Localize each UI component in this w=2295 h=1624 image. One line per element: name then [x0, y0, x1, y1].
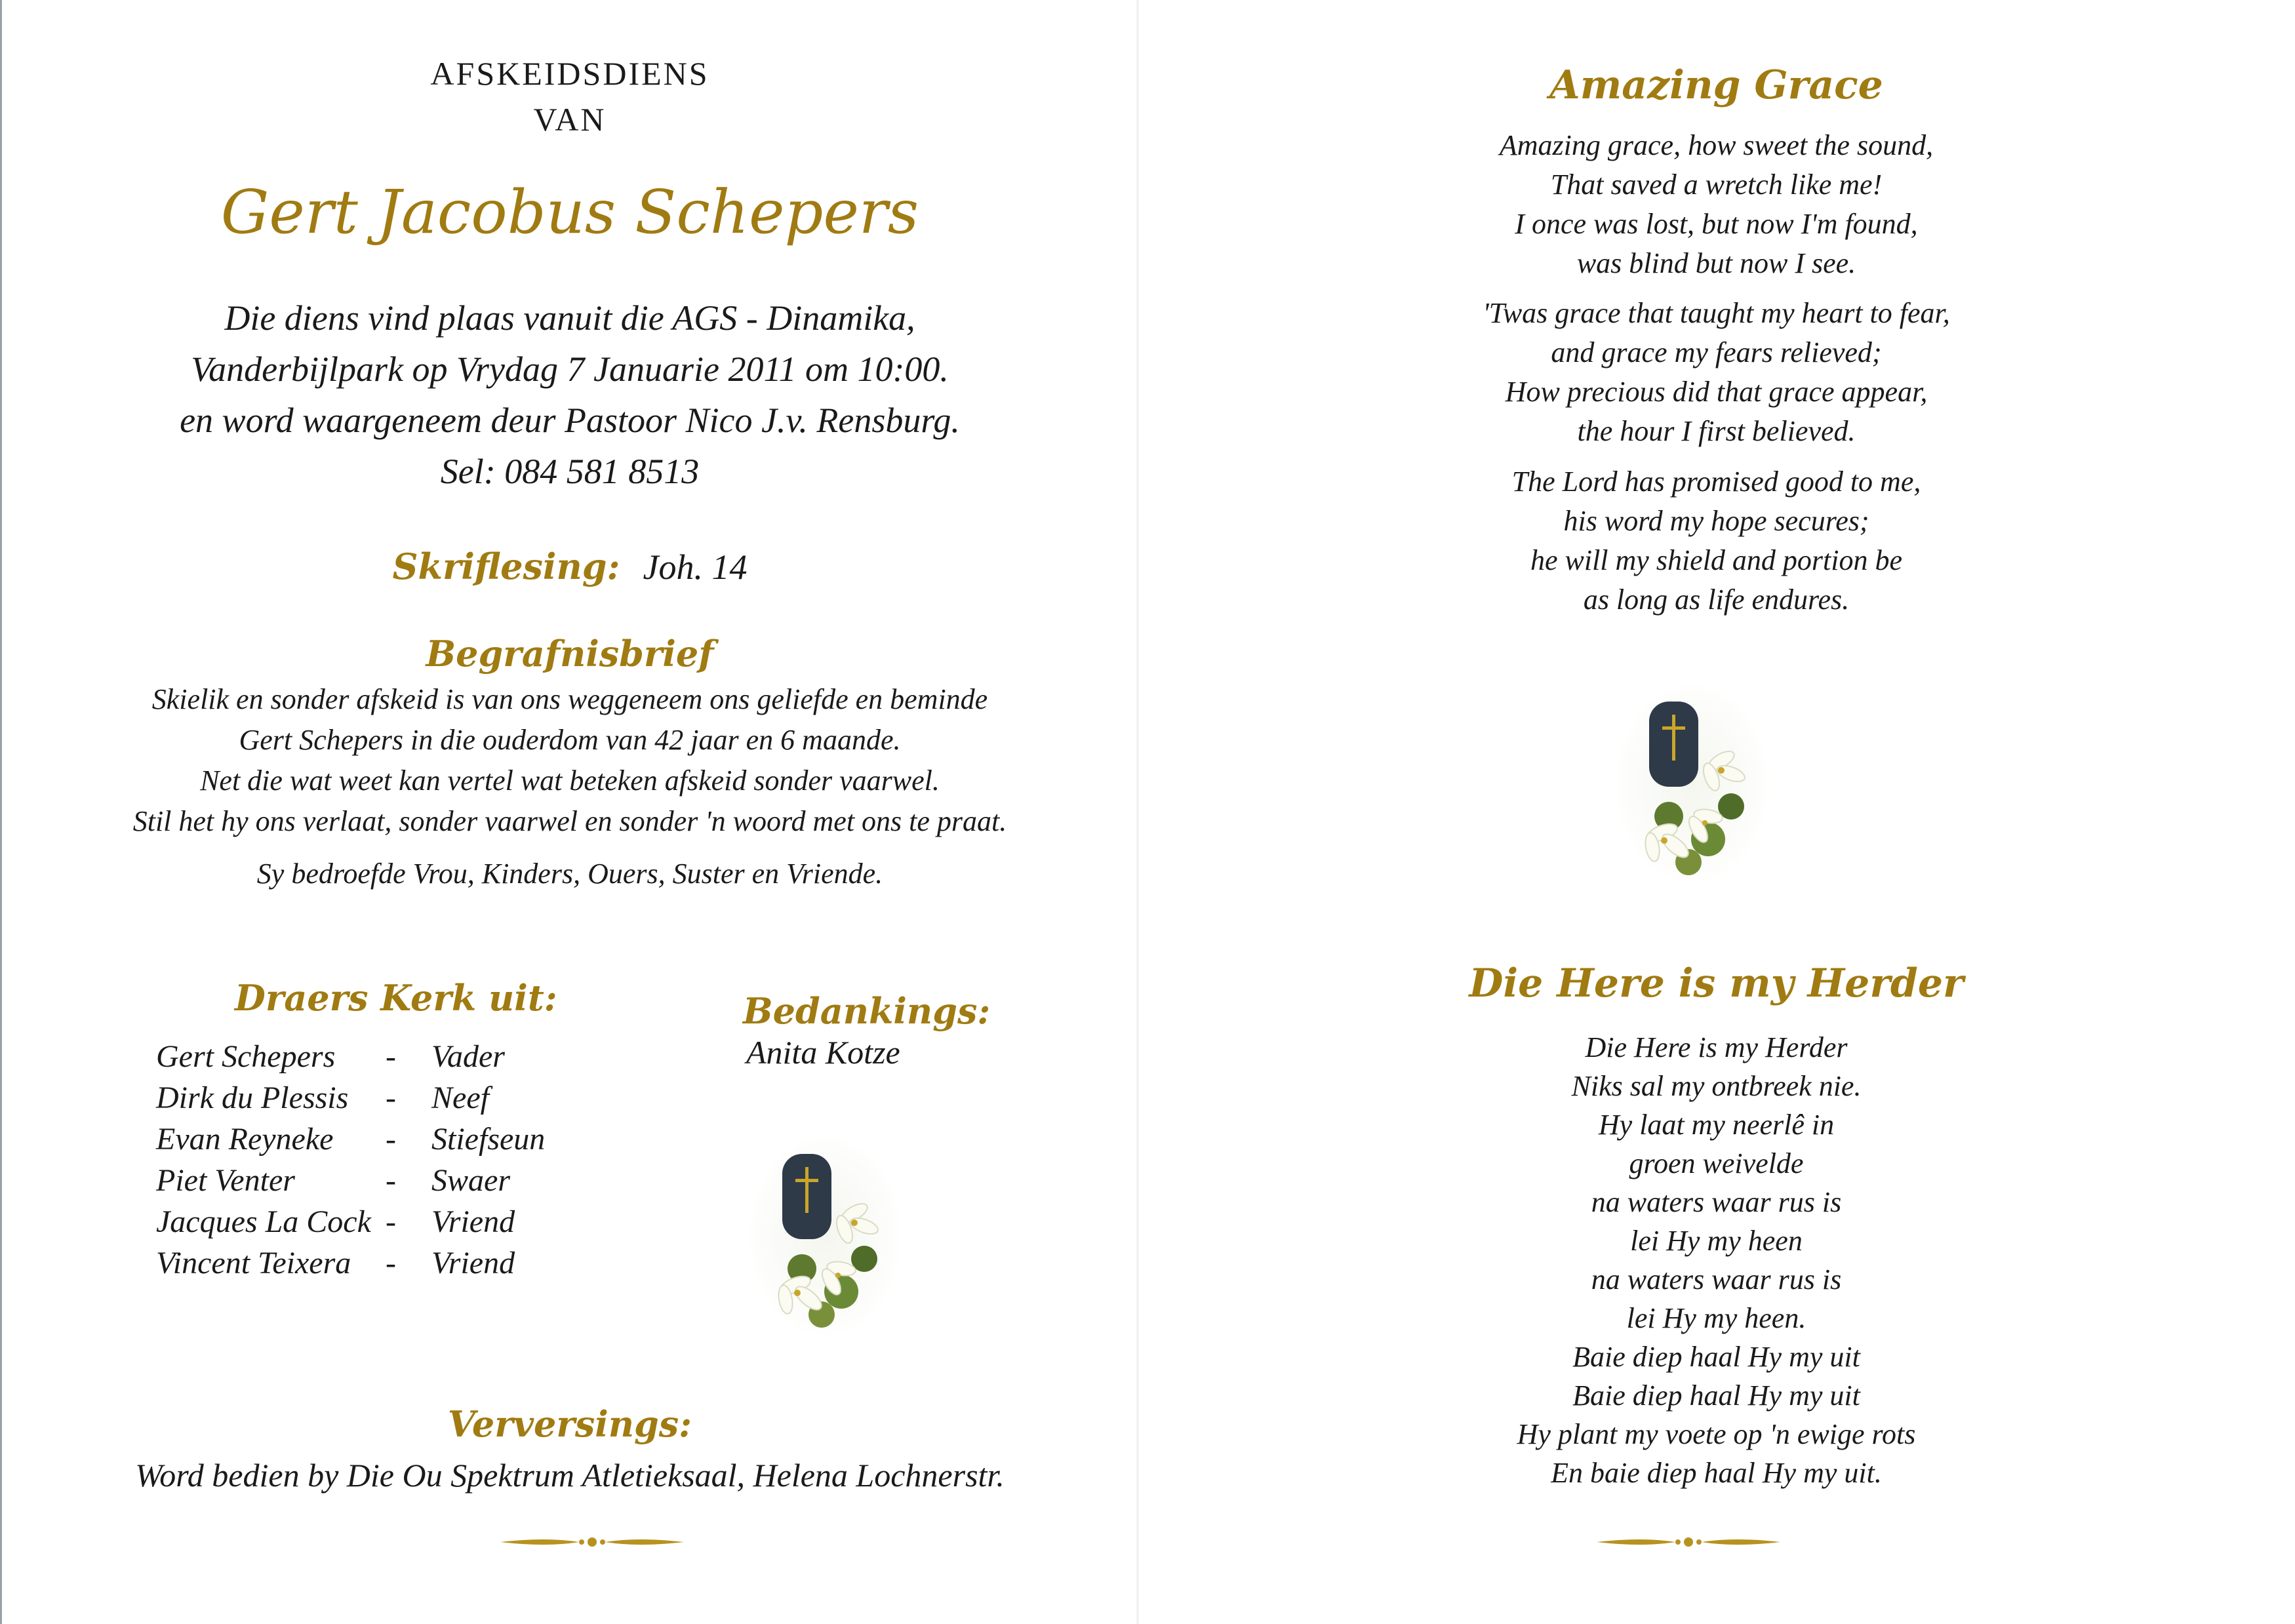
- letter-line-3: Net die wat weet kan vertel wat beteken afskeid sonder vaarwel.: [200, 764, 940, 797]
- gold-ornament-divider-icon: [1597, 1534, 1780, 1550]
- hymn1-line: Amazing grace, how sweet the sound,: [1499, 129, 1934, 161]
- bearer-name: Vincent Teixera: [156, 1246, 351, 1280]
- hymn1-line: he will my shield and portion be: [1530, 544, 1903, 576]
- cross-window-flower-icon: [743, 1128, 907, 1337]
- hymn1-line: That saved a wretch like me!: [1550, 168, 1883, 201]
- bearer-name: Dirk du Plessis: [156, 1080, 349, 1115]
- gold-ornament-divider-icon: [500, 1534, 684, 1550]
- scripture-value: Joh. 14: [643, 547, 748, 587]
- hymn2-line: Baie diep haal Hy my uit: [1572, 1341, 1860, 1373]
- bearer-dash: -: [386, 1204, 396, 1239]
- bearer-relation: Vriend: [431, 1246, 515, 1280]
- scripture-label: Skriflesing:: [392, 545, 620, 587]
- hymn1-line: his word my hope secures;: [1563, 505, 1869, 537]
- hymn1-line: the hour I first believed.: [1577, 415, 1856, 447]
- bearer-name: Evan Reyneke: [156, 1122, 334, 1157]
- hymn1-line: was blind but now I see.: [1576, 247, 1856, 279]
- service-line-2: Vanderbijlpark op Vrydag 7 Januarie 2011 om 10:00.: [191, 349, 949, 389]
- service-line-3: en word waargeneem deur Pastoor Nico J.v. Rensburg.: [180, 401, 960, 440]
- hymn1-line: as long as life endures.: [1583, 584, 1850, 616]
- letter-line-4: Stil het hy ons verlaat, sonder vaarwel en sonder 'n woord met ons te praat.: [132, 805, 1007, 837]
- bearer-relation: Neef: [431, 1080, 489, 1115]
- right-panel: [1138, 0, 2295, 1624]
- hymn1-line: 'Twas grace that taught my heart to fear,: [1483, 297, 1950, 329]
- refresh-heading: Verversings:: [447, 1403, 692, 1445]
- thanks-value: Anita Kotze: [746, 1034, 900, 1071]
- hymn2-line: Die Here is my Herder: [1585, 1031, 1848, 1063]
- bearer-relation: Swaer: [431, 1163, 510, 1198]
- letter-line-2: Gert Schepers in die ouderdom van 42 jaar en 6 maande.: [239, 724, 901, 756]
- hymn2-line: groen weivelde: [1629, 1147, 1804, 1179]
- bearers-heading: Draers Kerk uit:: [235, 977, 557, 1019]
- letter-signoff: Sy bedroefde Vrou, Kinders, Ouers, Suster en Vriende.: [256, 858, 883, 890]
- letter-heading: Begrafnisbrief: [426, 633, 714, 675]
- service-line-1: Die diens vind plaas vanuit die AGS - Dinamika,: [224, 298, 915, 338]
- title-line-1: AFSKEIDSDIENS: [430, 55, 709, 92]
- thanks-heading: Bedankings:: [743, 990, 991, 1032]
- letter-line-1: Skielik en sonder afskeid is van ons weggeneem ons geliefde en beminde: [151, 683, 988, 715]
- bearer-relation: Stiefseun: [431, 1122, 546, 1157]
- hymn1-line: I once was lost, but now I'm found,: [1515, 208, 1918, 240]
- hymn2-title: Die Here is my Herder: [1469, 961, 1964, 1006]
- refresh-value: Word bedien by Die Ou Spektrum Atletieksaal, Helena Lochnerstr.: [135, 1457, 1005, 1494]
- hymn1-verse-1: [1138, 126, 2295, 283]
- bearer-relation: Vriend: [431, 1204, 515, 1239]
- bearer-dash: -: [386, 1163, 396, 1198]
- hymn2-line: lei Hy my heen: [1630, 1225, 1803, 1257]
- scripture-row: [2, 544, 1138, 590]
- bearer-name: Jacques La Cock: [156, 1204, 371, 1239]
- hymn2-verse: [1138, 1028, 2295, 1492]
- service-line-4: Sel: 084 581 8513: [440, 452, 700, 491]
- bearer-dash: -: [386, 1080, 396, 1115]
- title-line-2: VAN: [533, 101, 607, 138]
- hymn1-line: and grace my fears relieved;: [1551, 336, 1882, 368]
- hymn1-verse-2: [1138, 294, 2295, 451]
- bearer-name: Piet Venter: [156, 1163, 295, 1198]
- cross-window-flower-icon: [1610, 675, 1774, 885]
- hymn1-line: How precious did that grace appear,: [1505, 376, 1928, 408]
- bearer-dash: -: [386, 1122, 396, 1157]
- hymn1-line: The Lord has promised good to me,: [1511, 465, 1921, 498]
- hymn2-line: Baie diep haal Hy my uit: [1572, 1379, 1860, 1412]
- hymn1-verse-3: [1138, 462, 2295, 620]
- bearer-dash: -: [386, 1246, 396, 1280]
- hymn2-line: En baie diep haal Hy my uit.: [1551, 1457, 1882, 1489]
- hymn2-line: Hy laat my neerlê in: [1598, 1109, 1835, 1141]
- bearer-name: Gert Schepers: [156, 1039, 336, 1074]
- bearer-dash: -: [386, 1039, 396, 1074]
- hymn2-line: Hy plant my voete op 'n ewige rots: [1517, 1418, 1916, 1450]
- hymn2-line: na waters waar rus is: [1591, 1186, 1842, 1218]
- hymn2-line: na waters waar rus is: [1591, 1263, 1842, 1296]
- left-panel: [0, 0, 1138, 1624]
- hymn2-line: Niks sal my ontbreek nie.: [1571, 1070, 1862, 1102]
- deceased-name: Gert Jacobus Schepers: [220, 177, 919, 247]
- hymn1-title: Amazing Grace: [1549, 62, 1883, 108]
- bearer-relation: Vader: [431, 1039, 505, 1074]
- hymn2-line: lei Hy my heen.: [1626, 1302, 1806, 1334]
